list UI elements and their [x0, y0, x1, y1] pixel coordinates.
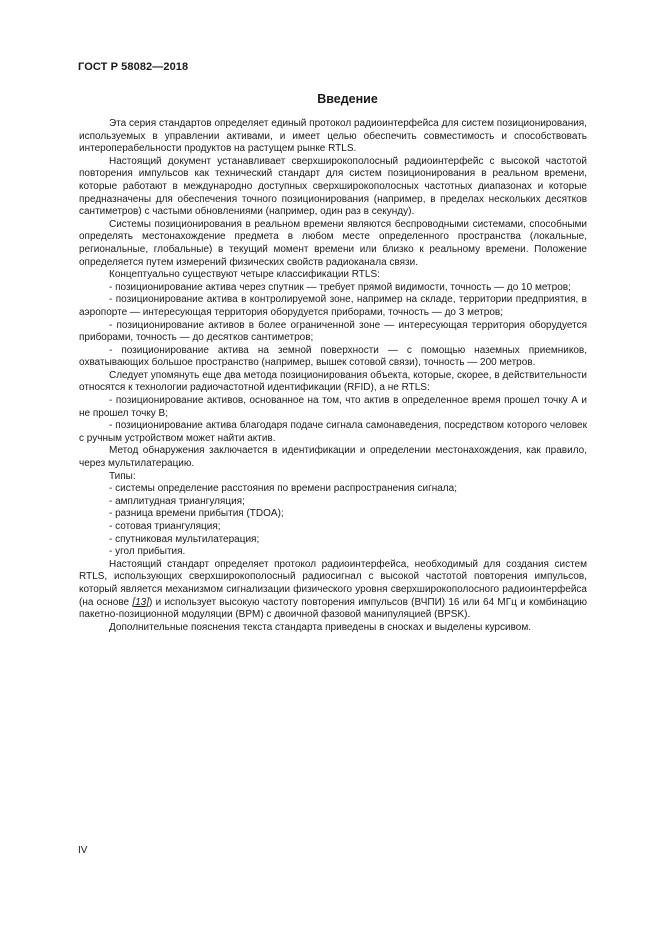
list-item: - позиционирование активов в более ограниченной зоне — интересующая территория оборудуется приборами, точность — до десятков сантиметров;: [79, 319, 587, 344]
paragraph: Системы позиционирования в реальном времени являются беспроводными системами, способными определять местонахождение предмета в любом месте определенного пространства (локальные, региональные, глобальные) в текущий момент времени или близко к реальному времени. Положение определяется путем измерений физических свойств радиоканала связи.: [79, 218, 587, 268]
list-item: - разница времени прибытия (TDOA);: [109, 508, 284, 520]
paragraph: Типы:: [109, 470, 136, 482]
list-item: - системы определение расстояния по времени распространения сигнала;: [109, 483, 457, 495]
list-item: - амплитудная триангуляция;: [109, 495, 245, 507]
list-item: - сотовая триангуляция;: [109, 521, 221, 532]
list-item: - позиционирование актива на земной поверхности — с помощью наземных приемников, охватывающих большое пространство (например, вышек сотовой связи), точность — 200 метров.: [79, 344, 587, 369]
list-item: - спутниковая мультилатерация;: [109, 533, 260, 545]
page-number: IV: [78, 845, 88, 856]
list-item: - позиционирование актива в контролируемой зоне, например на складе, территории предприятия, в аэропорте — интересующая территория оборудуется приборами, точность — до 3 метров;: [79, 294, 587, 318]
paragraph: Следует упомянуть еще два метода позиционирования объекта, которые, скорее, в действительности относятся к технологии радиочастотной идентификации (RFID), а не RTLS:: [79, 369, 587, 394]
section-title: Введение: [317, 92, 378, 106]
protocol-text-before: Настоящий стандарт определяет протокол радиоинтерфейса, необходимый для создания систем RTLS, использующих сверхширокополосный радиосигнал с высокой частотой повторения импульсов, который является механизмом сигнализации физического уровня сверхширокополосного радиоинтерфейса (на основе: [79, 558, 587, 608]
standard-header: ГОСТ Р 58082—2018: [78, 61, 189, 73]
protocol-text-after: ) и использует высокую частоту повторения импульсов (ВЧПИ) 16 или 64 МГц и комбинацию пакетно-позиционной модуляции (BPM) с двоичной фазовой манипуляцией (BPSK).: [79, 596, 587, 621]
list-item: - угол прибытия.: [109, 546, 186, 558]
paragraph: Метод обнаружения заключается в идентификации и определении местонахождения, как правило, через мультилатерацию.: [79, 445, 587, 470]
list-item: - позиционирование актива через спутник — требует прямой видимости, точность — до 10 метров;: [109, 281, 571, 293]
protocol-paragraph: [79, 559, 587, 622]
list-item: - позиционирование актива благодаря подаче сигнала самонаведения, посредством которого человек с ручным устройством может найти актив.: [79, 420, 587, 444]
paragraph: Настоящий документ устанавливает сверхширокополосный радиоинтерфейс с высокой частотой повторения импульсов как технический стандарт для систем позиционирования в реальном времени, которые работают в международно доступных сверхширокополосных частотных диапазонах и которые предназначены для обеспечения точного позиционирования (например, в пределах нескольких десятков сантиметров) с частыми обновлениями (например, один раз в секунду).: [79, 155, 587, 218]
reference-link[interactable]: [13]: [132, 596, 150, 608]
paragraph: Эта серия стандартов определяет единый протокол радиоинтерфейса для систем позиционирования, используемых в управлении активами, и имеет целью обеспечить совместимость и способствовать интероперабельности продуктов на растущем рынке RTLS.: [79, 118, 587, 155]
paragraph: Концептуально существуют четыре классификации RTLS:: [109, 269, 380, 281]
list-item: - позиционирование активов, основанное на том, что актив в определенное время прошел точку А и не прошел точку В;: [79, 395, 587, 419]
paragraph: Дополнительные пояснения текста стандарта приведены в сносках и выделены курсивом.: [109, 621, 531, 633]
document-body: [79, 118, 587, 634]
